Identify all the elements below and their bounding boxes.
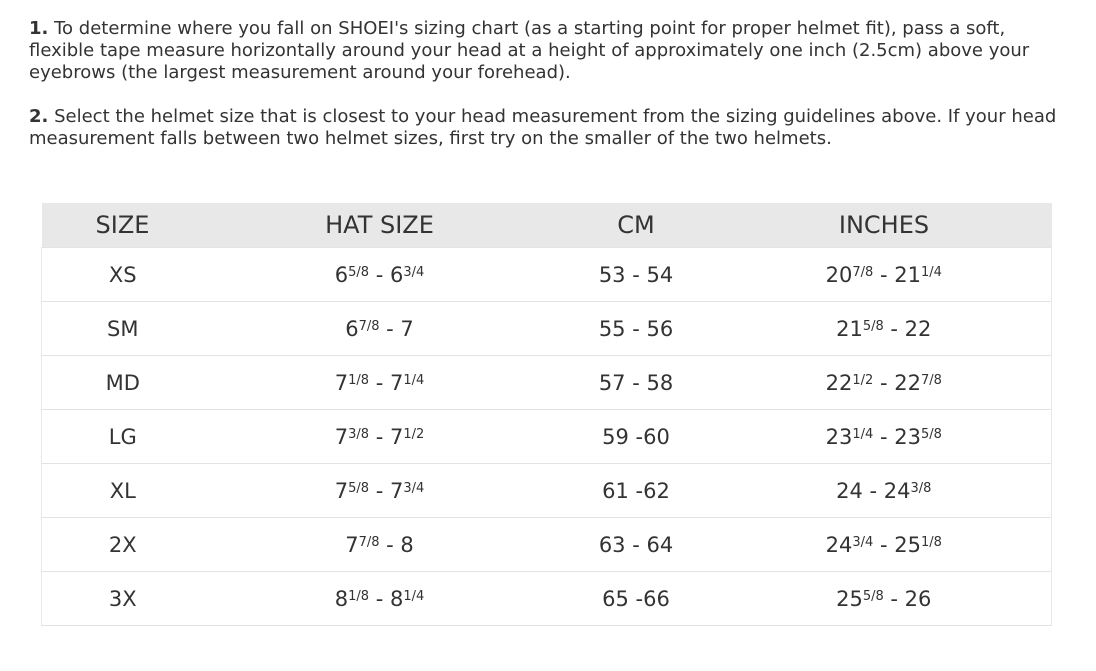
value-fraction: 5/8 — [348, 480, 370, 496]
column-header-inches: INCHES — [838, 211, 930, 239]
size-cell: MD — [42, 356, 204, 410]
value-whole: 24 — [883, 478, 911, 503]
table-header-row — [42, 203, 1052, 248]
inches-cell — [717, 572, 1052, 626]
size-cell: XS — [42, 248, 204, 302]
hat-size-cell — [204, 410, 556, 464]
hat-size-cell — [204, 464, 556, 518]
value-whole: 22 — [825, 370, 853, 395]
value-whole: 21 — [894, 262, 921, 287]
range-separator: - — [873, 424, 895, 449]
value-fraction: 1/8 — [920, 534, 942, 550]
range-separator: - — [369, 478, 390, 503]
value-fraction: 7/8 — [358, 318, 380, 334]
range-separator: - — [369, 370, 390, 395]
value-whole: 24 — [836, 478, 863, 503]
value-whole: 6 — [389, 262, 404, 287]
value-whole: 22 — [904, 316, 932, 341]
cm-cell: 53 - 54 — [556, 248, 717, 302]
value-fraction: 5/8 — [920, 426, 942, 442]
table-row — [42, 356, 1052, 410]
hat-size-cell — [204, 248, 556, 302]
value-fraction: 7/8 — [852, 264, 874, 280]
range-separator: - — [883, 586, 905, 611]
value-whole: 22 — [894, 370, 921, 395]
value-fraction: 1/2 — [852, 372, 874, 388]
value-fraction: 7/8 — [358, 534, 380, 550]
cm-cell: 63 - 64 — [556, 518, 717, 572]
size-cell: XL — [42, 464, 204, 518]
value-whole: 7 — [389, 370, 404, 395]
table-row — [42, 464, 1052, 518]
value-fraction: 5/8 — [862, 318, 884, 334]
value-whole: 8 — [334, 586, 349, 611]
hat-size-cell — [204, 572, 556, 626]
hat-size-cell — [204, 518, 556, 572]
value-whole: 7 — [334, 370, 349, 395]
value-whole: 7 — [389, 478, 404, 503]
instruction-step-1 — [29, 18, 1069, 84]
range-separator: - — [369, 586, 390, 611]
value-fraction: 3/8 — [348, 426, 370, 442]
column-header-cm: CM — [617, 211, 655, 239]
cm-cell: 59 -60 — [556, 410, 717, 464]
value-whole: 7 — [334, 478, 349, 503]
table-row — [42, 572, 1052, 626]
value-fraction: 3/4 — [403, 480, 425, 496]
value-fraction: 1/8 — [348, 588, 370, 604]
value-fraction: 5/8 — [862, 588, 884, 604]
inches-cell — [717, 410, 1052, 464]
range-separator: - — [369, 262, 390, 287]
cm-cell: 57 - 58 — [556, 356, 717, 410]
helmet-size-chart — [41, 203, 1052, 626]
value-fraction: 1/4 — [403, 372, 425, 388]
cm-cell: 65 -66 — [556, 572, 717, 626]
value-whole: 24 — [825, 532, 853, 557]
value-whole: 21 — [836, 316, 863, 341]
value-whole: 6 — [345, 316, 359, 341]
value-whole: 7 — [389, 424, 404, 449]
table-row — [42, 248, 1052, 302]
value-whole: 23 — [825, 424, 853, 449]
hat-size-cell — [204, 302, 556, 356]
value-whole: 25 — [836, 586, 863, 611]
range-separator: - — [873, 262, 895, 287]
value-fraction: 1/4 — [920, 264, 942, 280]
step-number: 2. — [29, 106, 49, 127]
cm-cell: 61 -62 — [556, 464, 717, 518]
step-text: Select the helmet size that is closest to your head measurement from the sizing guidelines above. If your head measurement falls between two helmet sizes, first try on the smaller of the two helmets. — [29, 106, 1057, 149]
value-whole: 6 — [334, 262, 349, 287]
column-header-size: SIZE — [95, 211, 150, 239]
range-separator: - — [862, 478, 884, 503]
inches-cell — [717, 518, 1052, 572]
inches-cell — [717, 464, 1052, 518]
value-whole: 25 — [894, 532, 921, 557]
table-row — [42, 518, 1052, 572]
value-fraction: 1/8 — [348, 372, 370, 388]
size-cell: 2X — [42, 518, 204, 572]
value-whole: 7 — [345, 532, 359, 557]
table-row — [42, 410, 1052, 464]
size-cell: 3X — [42, 572, 204, 626]
range-separator: - — [379, 316, 401, 341]
inches-cell — [717, 356, 1052, 410]
range-separator: - — [883, 316, 905, 341]
range-separator: - — [369, 424, 390, 449]
inches-cell — [717, 302, 1052, 356]
value-fraction: 3/8 — [910, 480, 932, 496]
column-header-hat-size: HAT SIZE — [325, 211, 434, 239]
value-whole: 7 — [400, 316, 414, 341]
value-whole: 23 — [894, 424, 921, 449]
size-cell: SM — [42, 302, 204, 356]
value-fraction: 1/4 — [852, 426, 874, 442]
value-fraction: 1/2 — [403, 426, 425, 442]
instruction-step-2 — [29, 106, 1069, 150]
value-fraction: 5/8 — [348, 264, 370, 280]
sizing-instructions — [29, 18, 1069, 150]
range-separator: - — [873, 532, 895, 557]
value-whole: 8 — [389, 586, 404, 611]
step-text: To determine where you fall on SHOEI's sizing chart (as a starting point for proper helmet fit), pass a soft, flexible tape measure horizontally around your head at a height of approximately one inch (2.5cm) above your eyebrows (the largest measurement around your forehead). — [29, 18, 1030, 83]
hat-size-cell — [204, 356, 556, 410]
inches-cell — [717, 248, 1052, 302]
value-fraction: 3/4 — [852, 534, 874, 550]
value-whole: 7 — [334, 424, 349, 449]
step-number: 1. — [29, 18, 49, 39]
table-row — [42, 302, 1052, 356]
value-whole: 8 — [400, 532, 414, 557]
value-whole: 26 — [904, 586, 932, 611]
size-cell: LG — [42, 410, 204, 464]
cm-cell: 55 - 56 — [556, 302, 717, 356]
range-separator: - — [873, 370, 895, 395]
range-separator: - — [379, 532, 401, 557]
value-fraction: 7/8 — [920, 372, 942, 388]
value-fraction: 1/4 — [403, 588, 425, 604]
value-fraction: 3/4 — [403, 264, 425, 280]
value-whole: 20 — [825, 262, 853, 287]
